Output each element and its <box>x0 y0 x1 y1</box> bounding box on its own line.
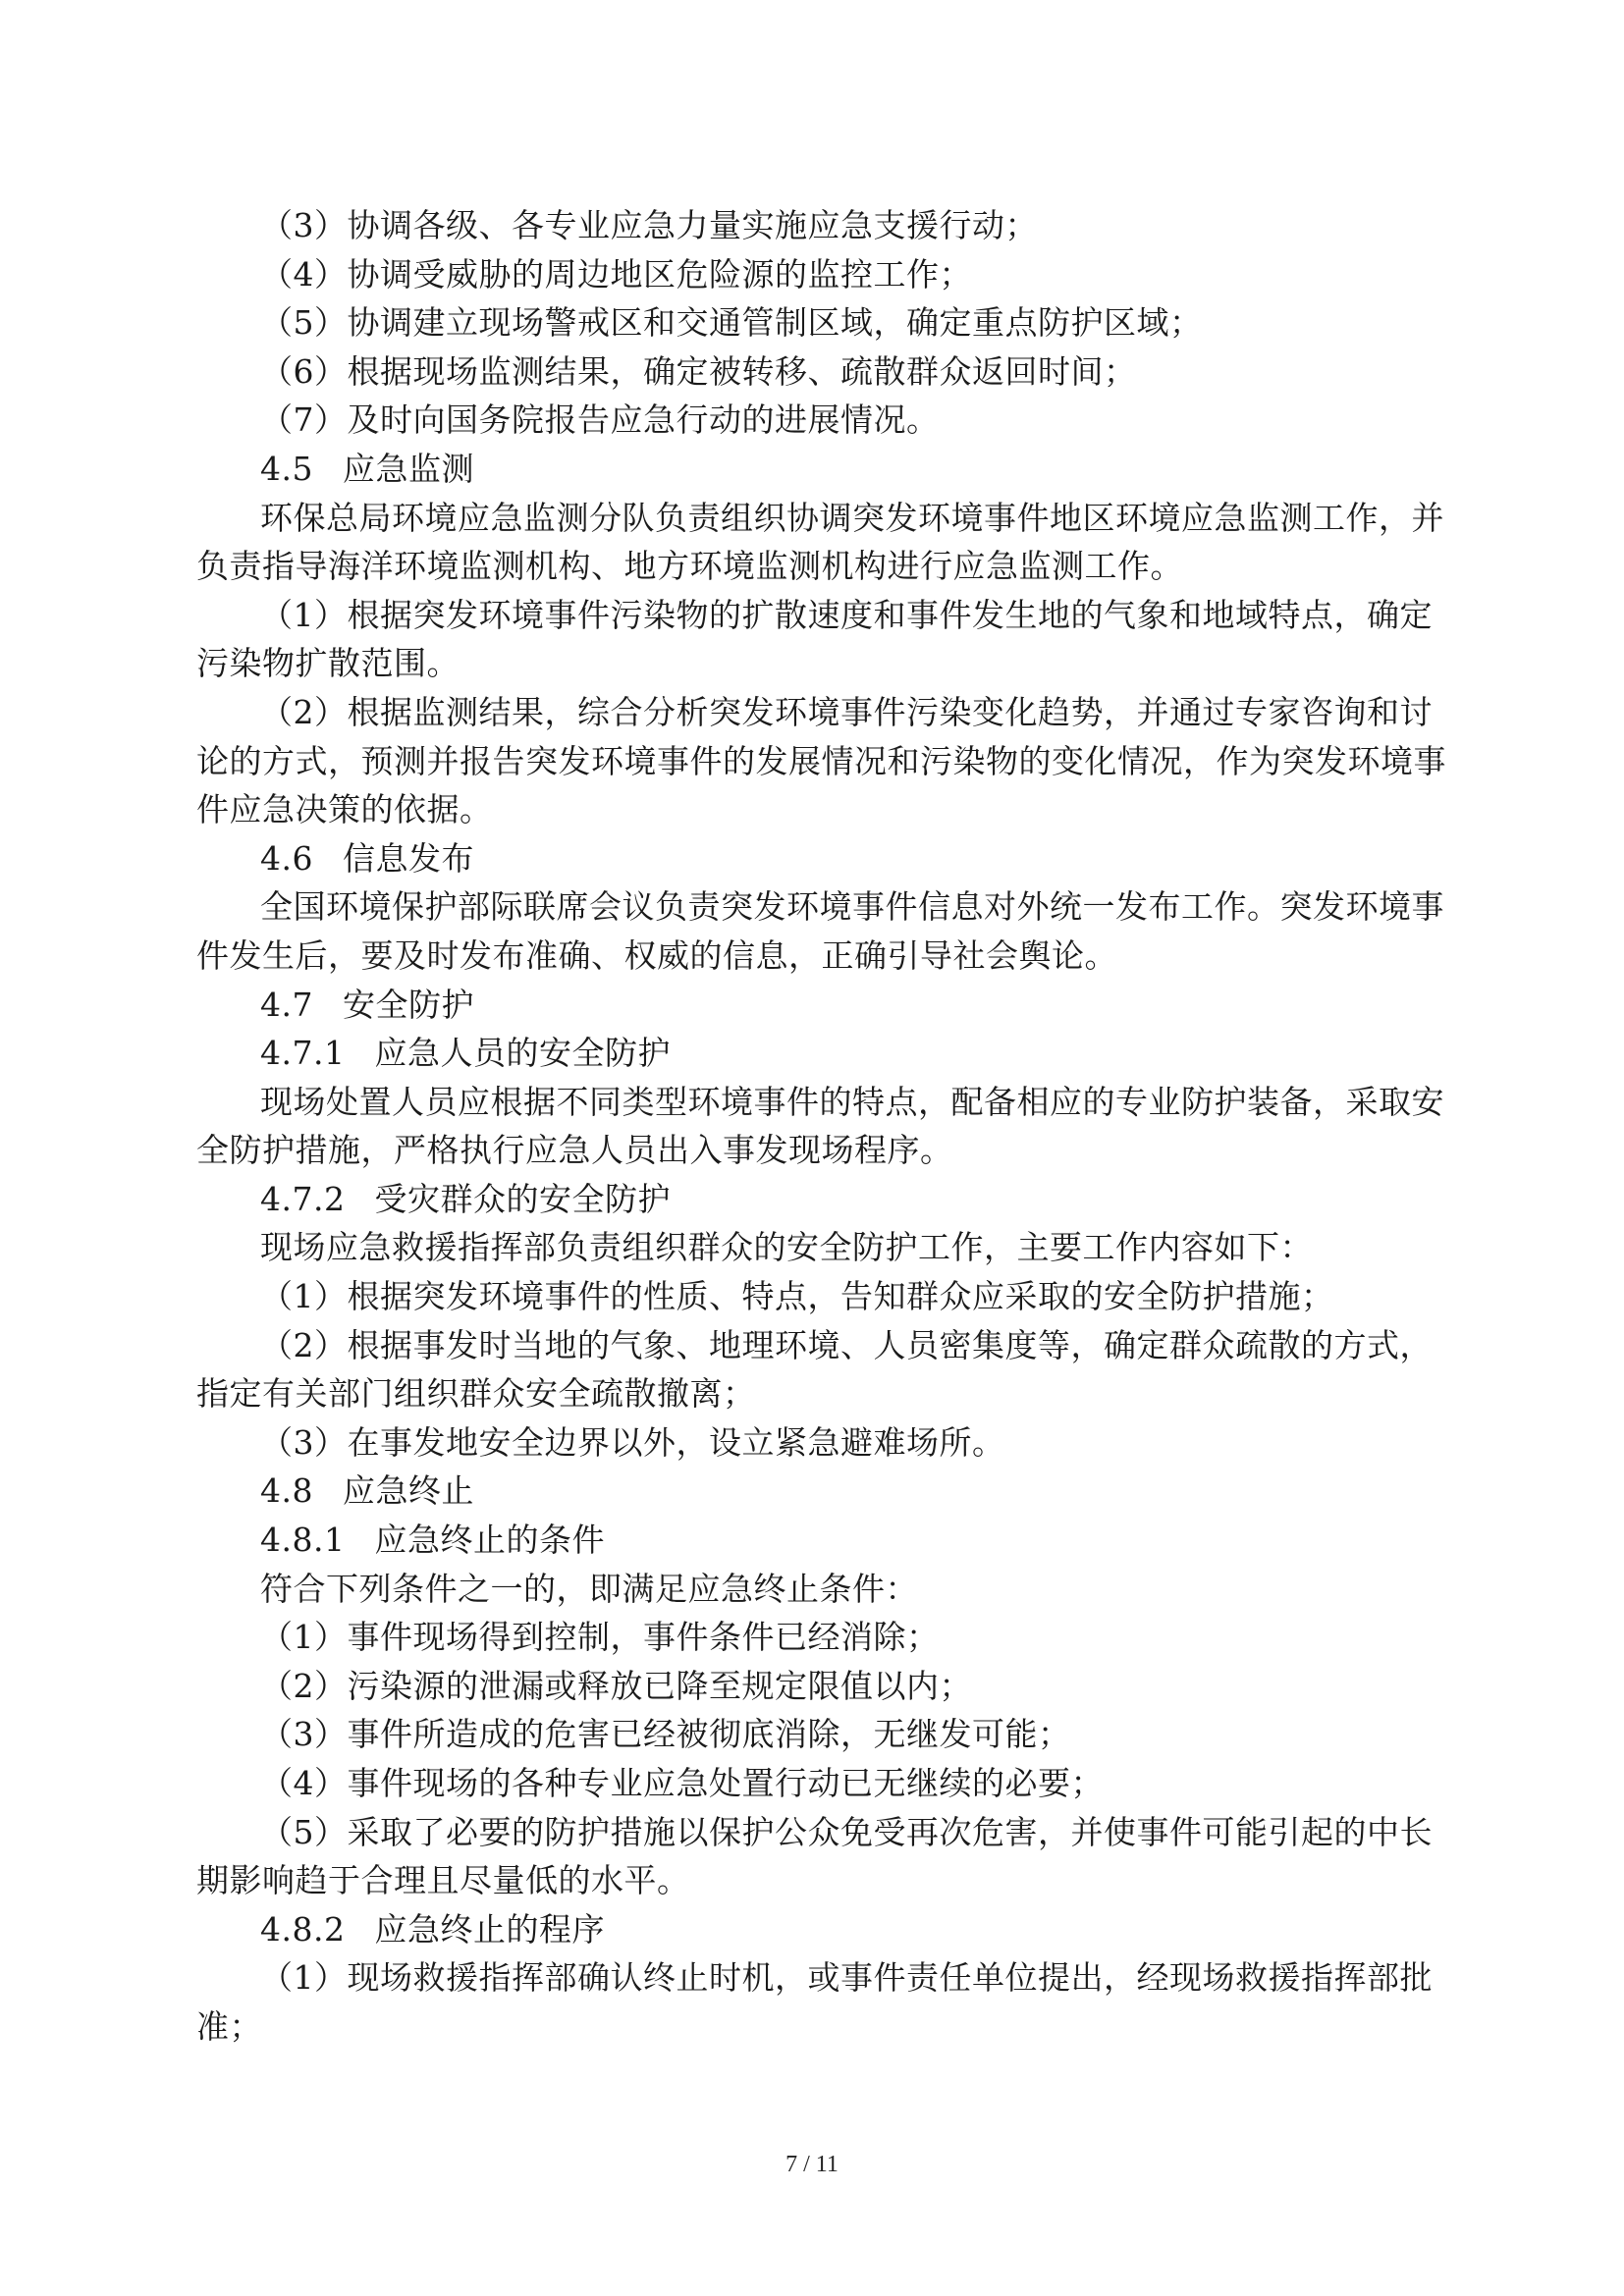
paragraph-line: （2）根据监测结果，综合分析突发环境事件污染变化趋势，并通过专家咨询和讨 <box>260 692 1433 731</box>
paragraph-line: （5）采取了必要的防护措施以保护公众免受再次危害，并使事件可能引起的中长 <box>260 1812 1433 1851</box>
paragraph-line: （6）根据现场监测结果，确定被转移、疏散群众返回时间； <box>260 351 1137 391</box>
paragraph-line: 现场处置人员应根据不同类型环境事件的特点，配备相应的专业防护装备，采取安 <box>260 1082 1444 1121</box>
section-heading <box>196 981 1438 1030</box>
paragraph-line: 件发生后，要及时发布准确、权威的信息，正确引导社会舆论。 <box>196 935 1117 975</box>
paragraph-line: （2）污染源的泄漏或释放已降至规定限值以内； <box>260 1666 972 1705</box>
section-title: 应急终止的程序 <box>374 1909 605 1949</box>
paragraph-line: （3）事件所造成的危害已经被彻底消除，无继发可能； <box>260 1715 1071 1754</box>
paragraph-line: （1）事件现场得到控制，事件条件已经消除； <box>260 1618 940 1657</box>
paragraph-line: 现场应急救援指挥部负责组织群众的安全防护工作，主要工作内容如下： <box>260 1228 1313 1267</box>
section-heading <box>196 1175 1438 1224</box>
section-number: 4.8 <box>260 1471 313 1511</box>
section-title: 信息发布 <box>342 838 474 878</box>
section-title: 受灾群众的安全防护 <box>374 1179 671 1218</box>
paragraph-line: 负责指导海洋环境监测机构、地方环境监测机构进行应急监测工作。 <box>196 547 1183 586</box>
section-number: 4.7 <box>260 985 313 1024</box>
section-title: 应急人员的安全防护 <box>374 1034 671 1073</box>
paragraph-line: （7）及时向国务院报告应急行动的进展情况。 <box>260 400 940 440</box>
paragraph-line: （1）根据突发环境事件的性质、特点，告知群众应采取的安全防护措施； <box>260 1277 1334 1316</box>
section-number: 4.7.2 <box>260 1179 346 1218</box>
section-title: 应急终止 <box>342 1471 474 1511</box>
paragraph-line: 污染物扩散范围。 <box>196 644 460 683</box>
section-number: 4.8.1 <box>260 1521 346 1560</box>
paragraph-line: （1）根据突发环境事件污染物的扩散速度和事件发生地的气象和地域特点，确定 <box>260 595 1433 634</box>
section-heading <box>196 1516 1438 1565</box>
paragraph-line: 指定有关部门组织群众安全疏散撤离； <box>196 1374 756 1414</box>
section-heading <box>196 1905 1438 1954</box>
paragraph-line: 件应急决策的依据。 <box>196 790 493 829</box>
section-number: 4.5 <box>260 449 313 488</box>
section-heading <box>196 834 1438 883</box>
section-number: 4.8.2 <box>260 1909 346 1949</box>
paragraph-line: （5）协调建立现场警戒区和交通管制区域，确定重点防护区域； <box>260 303 1203 343</box>
paragraph-line: 全防护措施，严格执行应急人员出入事发现场程序。 <box>196 1131 953 1170</box>
section-heading <box>196 1029 1438 1078</box>
page-number: 7 / 11 <box>785 2152 839 2177</box>
section-title: 安全防护 <box>342 985 474 1024</box>
section-number: 4.6 <box>260 838 313 878</box>
paragraph-line: （4）事件现场的各种专业应急处置行动已无继续的必要； <box>260 1764 1104 1802</box>
paragraph-line: （2）根据事发时当地的气象、地理环境、人员密集度等，确定群众疏散的方式， <box>260 1325 1433 1364</box>
paragraph-line: 符合下列条件之一的，即满足应急终止条件： <box>260 1569 918 1608</box>
section-heading <box>196 445 1438 494</box>
paragraph-line: （4）协调受威胁的周边地区危险源的监控工作； <box>260 254 972 294</box>
section-title: 应急终止的条件 <box>374 1521 605 1560</box>
paragraph-line: 期影响趋于合理且尽量低的水平。 <box>196 1861 690 1900</box>
section-heading <box>196 1467 1438 1516</box>
paragraph-line: （3）协调各级、各专业应急力量实施应急支援行动； <box>260 206 1038 244</box>
paragraph-line: （3）在事发地安全边界以外，设立紧急避难场所。 <box>260 1422 1005 1462</box>
document-body <box>196 201 1446 2052</box>
paragraph-line: 环保总局环境应急监测分队负责组织协调突发环境事件地区环境应急监测工作，并 <box>260 498 1444 537</box>
paragraph-line: 准； <box>196 2006 262 2046</box>
paragraph-line: 论的方式，预测并报告突发环境事件的发展情况和污染物的变化情况，作为突发环境事 <box>196 741 1446 780</box>
paragraph-line: 全国环境保护部际联席会议负责突发环境事件信息对外统一发布工作。突发环境事 <box>260 887 1444 927</box>
section-number: 4.7.1 <box>260 1034 346 1073</box>
section-title: 应急监测 <box>342 449 474 488</box>
paragraph-line: （1）现场救援指挥部确认终止时机，或事件责任单位提出，经现场救援指挥部批 <box>260 1958 1433 1998</box>
